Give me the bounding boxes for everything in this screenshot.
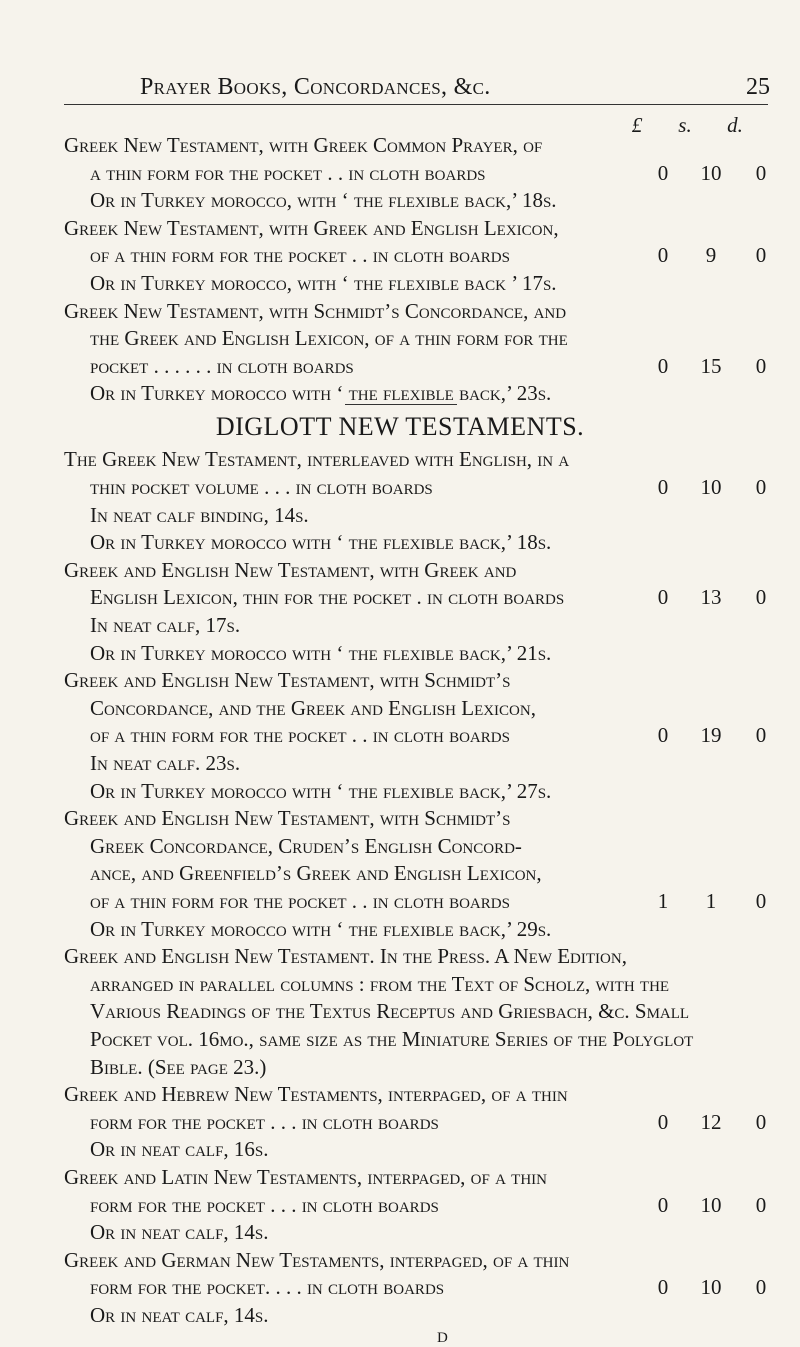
entry-text: Greek and Hebrew New Testaments, interpaged, of a thin [64,1082,568,1107]
priced-entry-line [90,158,772,188]
entry-text: The Greek New Testament, interleaved with English, in a [64,447,570,472]
entry-text: Or in Turkey morocco with ‘ the flexible back,’ 27s. [90,778,552,803]
price-pence: 0 [755,1192,767,1217]
section-rule [345,404,457,405]
entry-text: Or in neat calf, 14s. [90,1303,269,1327]
entry-line [90,858,772,888]
entry-line [64,213,772,243]
entry-line [64,803,772,833]
entry-text: Or in Turkey morocco, with ‘ the flexible back ’ 17s. [90,271,557,295]
price-shillings: 15 [700,353,722,378]
entry-line [90,1134,772,1164]
entry-line [64,1162,772,1192]
page-title: Prayer Books, Concordances, &c. [140,74,491,100]
entry-line [90,914,772,944]
priced-entry-line [90,472,772,502]
entry-text: Greek and English New Testament, with Schmidt’s [64,806,511,831]
entry-text: form for the pocket . . . in cloth boards [90,1192,439,1217]
entry-text: In neat calf binding, 14s. [90,502,309,527]
entry-text: English Lexicon, thin for the pocket . in cloth boards [90,585,565,610]
pence-header: d. [727,113,743,137]
entry-line [90,1300,772,1330]
entry-line [64,941,772,971]
price-pounds: 0 [657,160,669,185]
price-shillings: 10 [700,1275,722,1300]
price-pence: 0 [755,723,767,748]
entry-text: In neat calf. 23s. [90,751,241,775]
entry-text: Or in neat calf, 14s. [90,1220,269,1245]
shillings-header: s. [678,113,692,137]
running-header [64,74,770,104]
entry-text: Or in Turkey morocco with ‘ the flexible back,’ 23s. [90,381,552,406]
entry-text: Greek Concordance, Cruden’s English Concord- [90,833,522,858]
entry-line [90,1024,772,1054]
entry-text: of a thin form for the pocket . . in cloth boards [90,889,510,913]
page-number: 25 [746,74,770,100]
price-pounds: 0 [657,585,669,610]
price-shillings: 1 [705,889,717,913]
entry-text: In neat calf, 17s. [90,613,241,637]
entry-line [90,776,772,806]
price-pounds: 0 [657,723,669,748]
price-pounds: 0 [657,1192,669,1217]
entry-line [90,610,772,640]
entry-line [64,665,772,695]
entry-text: form for the pocket. . . . in cloth boards [90,1275,445,1300]
entry-text: arranged in parallel columns : from the Text of Scholz, with the [90,971,670,996]
price-pounds: 1 [657,889,669,913]
entry-text: form for the pocket . . . in cloth boards [90,1109,439,1134]
entry-text: Various Readings of the Textus Receptus and Griesbach, &c. Small [90,999,690,1024]
entry-line [90,323,772,353]
entry-line [90,1052,772,1082]
price-pence: 0 [755,1109,767,1134]
entry-text: Concordance, and the Greek and English Lexicon, [90,695,536,720]
price-shillings: 10 [700,160,722,185]
pounds-header: £ [631,113,643,137]
entry-line [64,444,772,474]
priced-entry-line [90,1107,772,1137]
entry-text: of a thin form for the pocket . . in cloth boards [90,243,510,268]
price-shillings: 9 [705,243,717,268]
entry-text: ance, and Greenfield’s Greek and English Lexicon, [90,861,542,886]
entry-line [90,1217,772,1247]
price-pounds: 0 [657,1275,669,1300]
entry-text: Pocket vol. 16mo., same size as the Miniature Series of the Polyglot [90,1027,694,1051]
section-title: DIGLOTT NEW TESTAMENTS. [215,412,585,441]
entry-text: Or in Turkey morocco with ‘ the flexible back,’ 21s. [90,640,552,665]
entry-text: Greek and English New Testament, with Schmidt’s [64,668,511,693]
price-pence: 0 [755,243,767,268]
price-pence: 0 [755,889,767,913]
entry-line [90,500,772,530]
priced-entry-line [90,351,772,381]
entry-line [90,638,772,668]
price-pounds: 0 [657,353,669,378]
price-shillings: 10 [700,1192,722,1217]
priced-entry-line [90,240,772,270]
price-pence: 0 [755,585,767,610]
entry-line [64,130,772,160]
price-shillings: 13 [700,585,722,610]
entry-text: Greek and German New Testaments, interpaged, of a thin [64,1247,570,1272]
priced-entry-line [90,720,772,750]
price-shillings: 12 [700,1109,722,1134]
entry-line [90,996,772,1026]
entry-line [90,527,772,557]
priced-entry-line [90,582,772,612]
entry-line [90,748,772,778]
entry-text: Greek New Testament, with Greek and English Lexicon, [64,215,559,240]
price-pounds: 0 [657,475,669,499]
entry-text: Greek New Testament, with Greek Common Prayer, of [64,133,543,157]
entry-text: of a thin form for the pocket . . in cloth boards [90,723,510,748]
price-pounds: 0 [657,1109,669,1134]
entry-text: pocket . . . . . . in cloth boards [90,353,354,378]
price-pence: 0 [755,1275,767,1300]
entry-line [64,555,772,585]
entry-text: Or in Turkey morocco, with ‘ the flexible back,’ 18s. [90,188,557,213]
entry-line [64,1079,772,1109]
entry-line [90,693,772,723]
entry-text: Or in Turkey morocco with ‘ the flexible back,’ 18s. [90,530,552,555]
entry-line [64,1245,772,1275]
entry-text: a thin form for the pocket . . in cloth boards [90,160,486,185]
header-rule [64,104,768,105]
entry-text: the Greek and English Lexicon, of a thin form for the [90,326,568,351]
price-pounds: 0 [657,243,669,268]
price-pence: 0 [755,160,767,185]
price-pence: 0 [755,353,767,378]
entry-line [90,831,772,861]
priced-entry-line [90,1190,772,1220]
entry-text: Greek and Latin New Testaments, interpaged, of a thin [64,1165,547,1189]
entry-text: Greek and English New Testament. In the Press. A New Edition, [64,944,627,969]
entry-line [64,296,772,326]
entry-text: Bible. (See page 23.) [90,1054,267,1079]
entry-line [90,185,772,215]
price-shillings: 19 [700,723,722,748]
entry-text: Or in Turkey morocco with ‘ the flexible back,’ 29s. [90,916,552,941]
priced-entry-line [90,1272,772,1302]
priced-entry-line [90,886,772,916]
price-shillings: 10 [700,475,722,499]
entry-text: Or in neat calf, 16s. [90,1137,269,1162]
price-pence: 0 [755,475,767,499]
entry-text: Greek New Testament, with Schmidt’s Concordance, and [64,298,567,323]
entry-line [90,969,772,999]
entry-text: Greek and English New Testament, with Greek and [64,557,517,582]
signature-mark: D [437,1329,448,1346]
entry-line [90,268,772,298]
entry-text: thin pocket volume . . . in cloth boards [90,475,433,499]
